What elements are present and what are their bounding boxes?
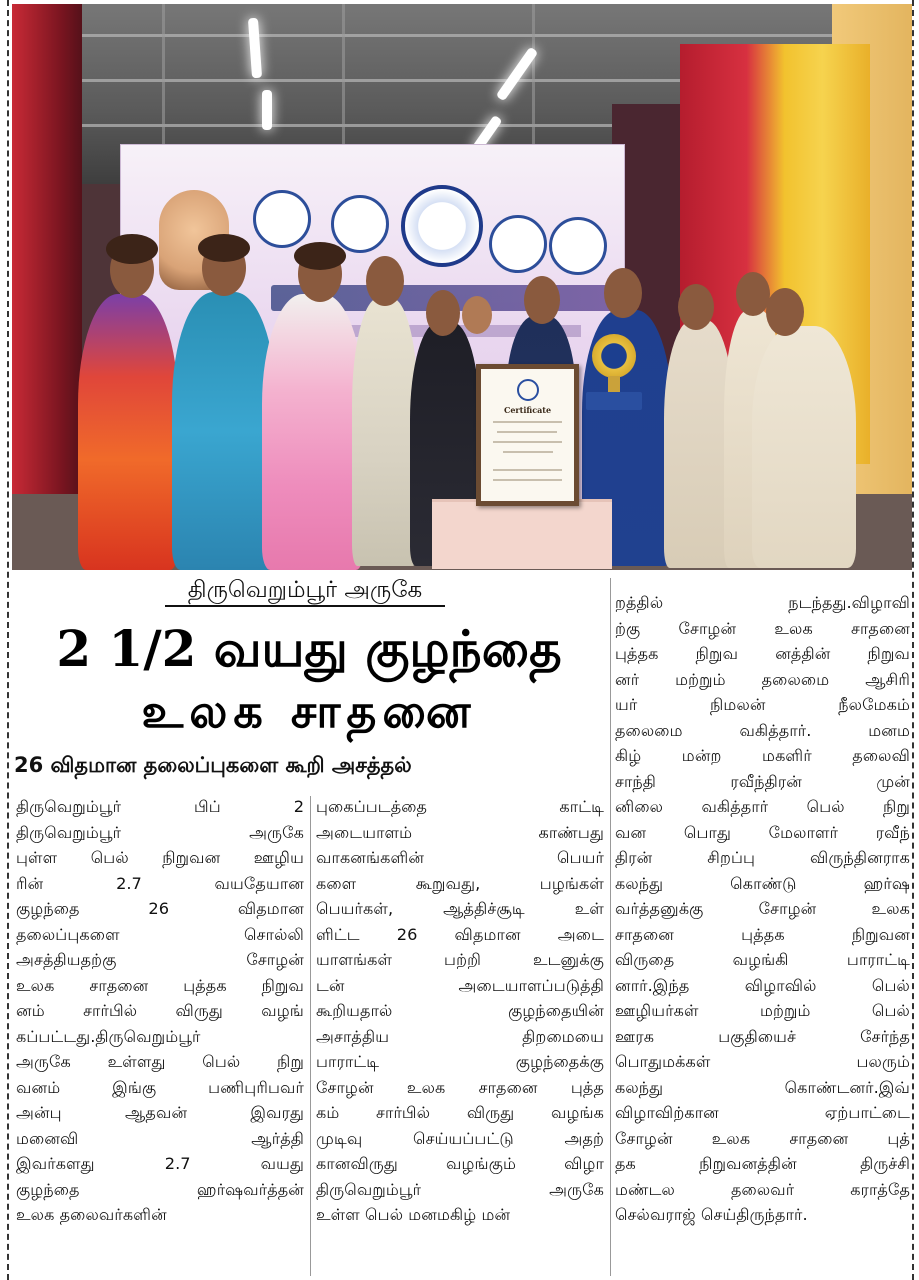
article-line: யர் நிமலன் நீலமேகம்: [615, 695, 910, 714]
person-face: [766, 288, 804, 336]
article-line: அருகே உள்ளது பெல் நிறு: [16, 1052, 304, 1071]
article-line: றத்தில் நடந்தது.விழாவி: [615, 593, 910, 612]
article-line: கிழ் மன்ற மகளிர் தலைவி: [615, 746, 910, 765]
article-column-3: [615, 590, 910, 1228]
article-line: புத்தக நிறுவ னத்தின் நிறுவ: [615, 644, 910, 663]
ceiling-light: [262, 90, 272, 130]
article-line: கூறியதால் குழந்தையின்: [316, 1001, 604, 1020]
article-line: அன்பு ஆதவன் இவரது: [16, 1103, 304, 1122]
article-line: னார்.இந்த விழாவில் பெல்: [615, 975, 910, 995]
article-line: களை கூறுவது, பழங்கள்: [316, 873, 604, 893]
article-line: உலக தலைவர்களின்: [16, 1205, 167, 1224]
person-hair: [106, 234, 158, 264]
person-pink-orange-saree: [78, 294, 178, 570]
article-line: புள்ள பெல் நிறுவன ஊழிய: [16, 848, 304, 867]
clipping-border-right: [912, 0, 914, 1280]
article-line: பெயர்கள், ஆத்திச்சூடி உள்: [316, 899, 604, 918]
article-line: கலந்து கொண்டனர்.இவ்: [615, 1077, 910, 1097]
certificate-text-line: [493, 469, 562, 471]
person-face: [604, 268, 642, 318]
books-logo: [549, 217, 607, 275]
article-line: ஊரக பகுதியைச் சேர்ந்த: [615, 1026, 910, 1046]
person-face: [366, 256, 404, 306]
dateline-label: திருவெறும்பூர் அருகே: [165, 575, 445, 607]
article-line: அடையாளம் காண்பது: [316, 822, 604, 842]
article-line: கம் சார்பில் விருது வழங்க: [316, 1103, 604, 1122]
article-line: ற்கு சோழன் உலக சாதனை: [615, 618, 910, 638]
trophy-icon: [586, 334, 642, 414]
person-hair: [294, 242, 346, 270]
article-line: திரன் சிறப்பு விருந்தினராக: [615, 848, 910, 867]
subheadline: 26 விதமான தலைப்புகளை கூறி அசத்தல்: [14, 753, 412, 777]
article-line: விருதை வழங்கி பாராட்டி: [615, 950, 910, 969]
article-line: னிலை வகித்தார் பெல் நிறு: [615, 797, 910, 816]
article-line: கப்பட்டது.திருவெறும்பூர்: [16, 1026, 201, 1046]
globe-emblem-logo: [489, 215, 547, 273]
article-line: னர் மற்றும் தலைமை ஆசிரி: [615, 669, 910, 689]
stage-curtain-left: [12, 4, 82, 570]
article-line: மண்டல தலைவர் கராத்தே: [615, 1179, 910, 1199]
person-cream-shirt: [352, 298, 418, 566]
headline-line-1: 2 1/2 வயது குழந்தை: [56, 619, 562, 678]
certificate-seal-icon: [517, 379, 539, 401]
article-line: சாந்தி ரவீந்திரன் முன்: [615, 771, 910, 791]
globe-emblem-logo: [331, 195, 389, 253]
person-face: [426, 290, 460, 336]
person-pink-saree: [262, 294, 364, 570]
article-column-2: [316, 794, 604, 1228]
article-line: டன் அடையாளப்படுத்தி: [316, 975, 604, 995]
article-line: உலக சாதனை புத்தக நிறுவ: [16, 975, 304, 995]
article-line: திருவெறும்பூர் அருகே: [316, 1179, 604, 1199]
certificate-text-line: [493, 479, 562, 481]
article-line: முடிவு செய்யப்பட்டு அதற்: [316, 1128, 604, 1148]
article-line: திருவெறும்பூர் அருகே: [16, 822, 304, 842]
certificate-text-line: [493, 421, 562, 423]
certificate-text-line: [497, 431, 557, 433]
article-line: ரின் 2.7 வயதேயான: [16, 873, 304, 893]
person-face: [524, 276, 560, 324]
article-line: வன பொது மேலாளர் ரவீந்: [615, 822, 910, 842]
ceiling-truss: [12, 34, 912, 37]
article-line: கலந்து கொண்டு ஹர்ஷ: [615, 873, 910, 893]
article-line: பாராட்டி குழந்தைக்கு: [316, 1052, 604, 1071]
person-hair: [198, 234, 250, 262]
cholan-book-of-world-records-logo: [401, 185, 483, 267]
person-face: [678, 284, 714, 330]
certificate-text-line: [503, 451, 553, 453]
article-line: னம் சார்பில் விருது வழங்: [16, 1001, 304, 1020]
trophy-medallion: [592, 334, 636, 378]
clipping-border-left: [7, 0, 9, 1280]
person-uniform-glasses: [752, 326, 856, 568]
award-certificate: [476, 364, 579, 506]
article-line: மனைவி ஆர்த்தி: [16, 1128, 304, 1148]
certificate-text-line: [493, 441, 562, 443]
article-line: புகைப்படத்தை காட்டி: [316, 797, 604, 816]
trophy-base: [586, 392, 642, 410]
column-divider: [610, 578, 611, 1276]
article-line: உள்ள பெல் மனமகிழ் மன்: [316, 1205, 511, 1224]
ceiling-light: [248, 18, 262, 79]
article-line: கானவிருது வழங்கும் விழா: [316, 1154, 604, 1173]
article-line: விழாவிற்கான ஏற்பாட்டை: [615, 1103, 910, 1122]
column-divider: [310, 796, 311, 1276]
article-line: ஊழியர்கள் மற்றும் பெல்: [615, 1001, 910, 1020]
article-line: வாகனங்களின் பெயர்: [316, 848, 604, 867]
article-column-1: [16, 794, 304, 1228]
child-face: [462, 296, 492, 334]
article-line: தலைமை வகித்தார். மனம: [615, 720, 910, 740]
article-line: பொதுமக்கள் பலரும்: [615, 1052, 910, 1071]
presentation-table: [432, 499, 612, 569]
article-line: இவர்களது 2.7 வயது: [16, 1154, 304, 1173]
article-line: குழந்தை 26 விதமான: [16, 899, 304, 918]
article-line: திருவெறும்பூர் பிப் 2: [16, 797, 304, 816]
certificate-title: Certificate: [503, 405, 552, 415]
article-line: சோழன் உலக சாதனை புத்த: [316, 1077, 604, 1097]
article-line: ளிட்ட 26 விதமான அடை: [316, 924, 604, 944]
graduation-cap-logo: [253, 190, 311, 248]
article-line: குழந்தை ஹர்ஷவர்த்தன்: [16, 1179, 304, 1199]
person-blue-saree: [172, 292, 276, 570]
article-line: அசத்தியதற்கு சோழன்: [16, 950, 304, 969]
article-line: செல்வராஜ் செய்திருந்தார்.: [615, 1205, 808, 1224]
event-photo: [12, 4, 912, 570]
article-line: வர்த்தனுக்கு சோழன் உலக: [615, 899, 910, 918]
headline-line-2: உலக சாதனை: [141, 684, 477, 738]
article-line: அசாத்திய திறமையை: [316, 1026, 604, 1046]
person-face: [736, 272, 770, 316]
article-line: சாதனை புத்தக நிறுவன: [615, 924, 910, 944]
article-line: வனம் இங்கு பணிபுரிபவர்: [16, 1077, 304, 1097]
article-line: சோழன் உலக சாதனை புத்: [615, 1128, 910, 1148]
article-line: யாளங்கள் பற்றி உடனுக்கு: [316, 950, 604, 969]
article-line: தக நிறுவனத்தின் திருச்சி: [615, 1154, 910, 1173]
article-line: தலைப்புகளை சொல்லி: [16, 924, 304, 944]
